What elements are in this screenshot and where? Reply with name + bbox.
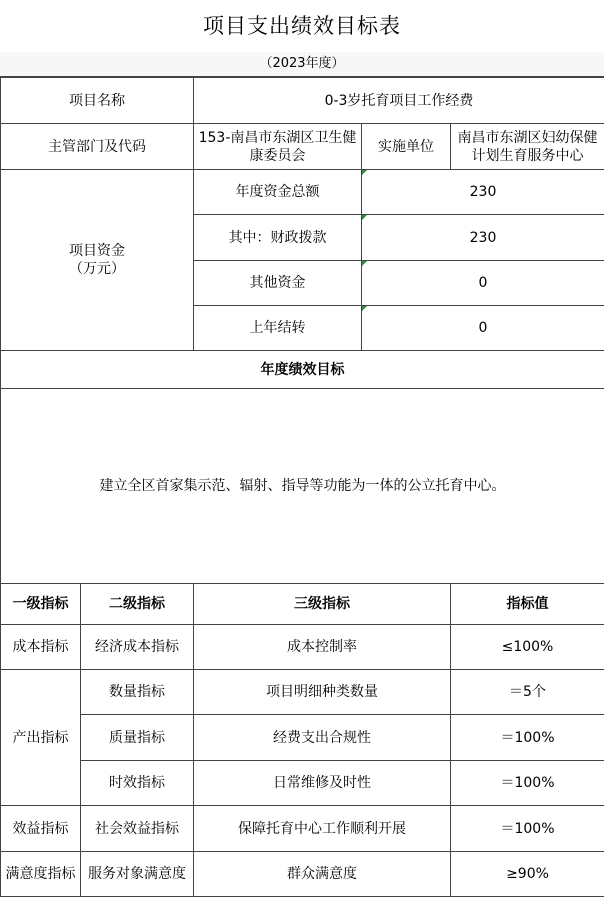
level1-output: 产出指标 (1, 670, 81, 806)
funds-row-value: 0 (362, 261, 604, 306)
sheet-title: 项目支出绩效目标表 (0, 0, 604, 52)
impl-unit-value: 南昌市东湖区妇幼保健计划生育服务中心 (451, 124, 604, 170)
level2-cell: 社会效益指标 (81, 806, 194, 852)
level2-cell: 数量指标 (81, 670, 194, 715)
header-level2: 二级指标 (81, 584, 194, 625)
indicator-value: ≤100% (451, 625, 604, 670)
annual-goal-text: 建立全区首家集示范、辐射、指导等功能为一体的公立托育中心。 (1, 389, 604, 584)
level3-cell: 成本控制率 (194, 625, 451, 670)
indicator-value: ＝100% (451, 761, 604, 806)
funds-row-label: 其他资金 (194, 261, 362, 306)
level2-cell: 质量指标 (81, 715, 194, 761)
level2-cell: 服务对象满意度 (81, 852, 194, 897)
level2-cell: 经济成本指标 (81, 625, 194, 670)
sheet-year: （2023年度） (0, 52, 604, 77)
header-value: 指标值 (451, 584, 604, 625)
funds-label-line2: （万元） (4, 260, 190, 278)
impl-unit-label: 实施单位 (362, 124, 451, 170)
funds-row-label: 上年结转 (194, 306, 362, 351)
level1-cost: 成本指标 (1, 625, 81, 670)
level3-cell: 保障托育中心工作顺利开展 (194, 806, 451, 852)
level1-benefit: 效益指标 (1, 806, 81, 852)
indicator-value: ＝5个 (451, 670, 604, 715)
level3-cell: 经费支出合规性 (194, 715, 451, 761)
project-name-value: 0-3岁托育项目工作经费 (194, 78, 604, 124)
level2-cell: 时效指标 (81, 761, 194, 806)
annual-goal-header: 年度绩效目标 (1, 351, 604, 389)
header-level1: 一级指标 (1, 584, 81, 625)
level3-cell: 项目明细种类数量 (194, 670, 451, 715)
indicator-value: ≥90% (451, 852, 604, 897)
indicator-value: ＝100% (451, 715, 604, 761)
level3-cell: 日常维修及时性 (194, 761, 451, 806)
header-level3: 三级指标 (194, 584, 451, 625)
funds-row-value: 230 (362, 215, 604, 261)
indicator-table (0, 583, 604, 897)
funds-row-value: 230 (362, 170, 604, 215)
funds-row-value: 0 (362, 306, 604, 351)
dept-label: 主管部门及代码 (1, 124, 194, 170)
level3-cell: 群众满意度 (194, 852, 451, 897)
indicator-value: ＝100% (451, 806, 604, 852)
funds-label-line1: 项目资金 (4, 242, 190, 260)
dept-value: 153-南昌市东湖区卫生健康委员会 (194, 124, 362, 170)
level1-satisfaction: 满意度指标 (1, 852, 81, 897)
info-table (0, 77, 604, 584)
funds-label (1, 170, 194, 351)
funds-row-label: 其中：财政拨款 (194, 215, 362, 261)
funds-row-label: 年度资金总额 (194, 170, 362, 215)
project-name-label: 项目名称 (1, 78, 194, 124)
